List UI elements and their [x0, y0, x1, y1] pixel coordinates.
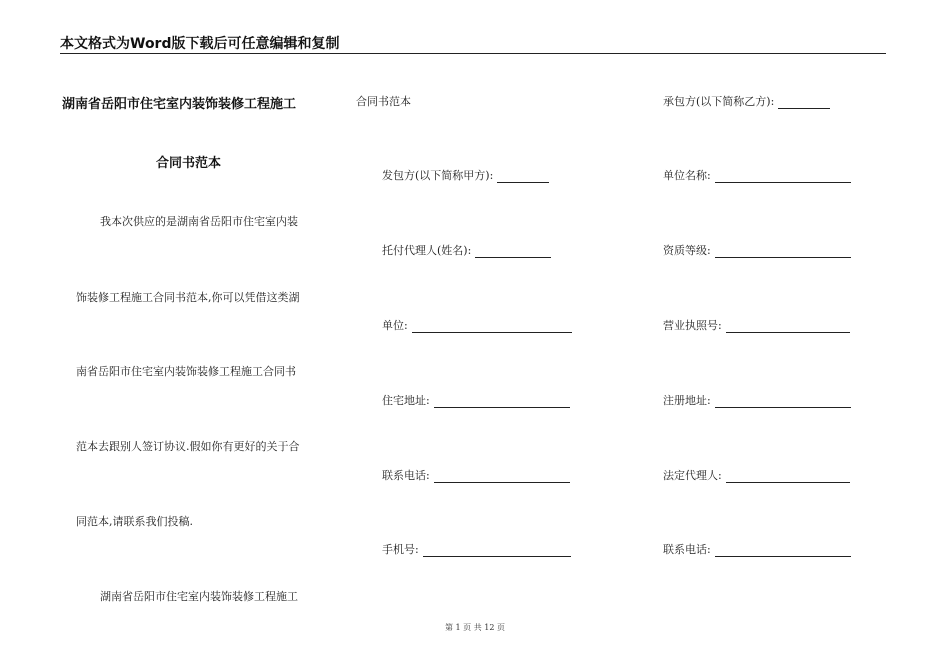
field-unit: [382, 317, 572, 333]
blank-line: [475, 245, 551, 258]
blank-line: [423, 544, 571, 557]
intro-paragraph-line: 饰装修工程施工合同书范本,你可以凭借这类湖: [76, 291, 300, 304]
field-label: 注册地址:: [663, 394, 711, 407]
contract-subheading: 合同书范本: [356, 95, 411, 108]
blank-line: [778, 96, 830, 109]
field-company-name: [663, 167, 851, 183]
blank-line: [497, 170, 549, 183]
blank-line: [726, 320, 850, 333]
field-label: 单位名称:: [663, 169, 711, 182]
blank-line: [715, 245, 851, 258]
field-qualification: [663, 242, 851, 258]
intro-paragraph-line: 湖南省岳阳市住宅室内装饰装修工程施工: [100, 590, 298, 603]
field-contractor-phone: [663, 541, 851, 557]
intro-paragraph-line: 我本次供应的是湖南省岳阳市住宅室内装: [100, 215, 298, 228]
field-label: 手机号:: [382, 543, 419, 556]
intro-paragraph-line: 南省岳阳市住宅室内装饰装修工程施工合同书: [76, 365, 296, 378]
field-label: 联系电话:: [382, 469, 430, 482]
blank-line: [715, 395, 851, 408]
field-contact-phone: [382, 467, 570, 483]
field-label: 营业执照号:: [663, 319, 722, 332]
field-registered-address: [663, 392, 851, 408]
field-business-license: [663, 317, 850, 333]
blank-line: [726, 470, 850, 483]
field-mobile: [382, 541, 571, 557]
field-label: 发包方(以下简称甲方):: [382, 169, 494, 182]
blank-line: [715, 170, 851, 183]
intro-paragraph-line: 范本去跟别人签订协议.假如你有更好的关于合: [76, 440, 300, 453]
blank-line: [434, 470, 570, 483]
blank-line: [715, 544, 851, 557]
blank-line: [412, 320, 572, 333]
document-title-line2: 合同书范本: [156, 156, 222, 171]
field-employer: [382, 167, 549, 183]
page-number: 第 1 页 共 12 页: [445, 623, 505, 632]
field-contractor: [663, 93, 830, 109]
field-legal-representative: [663, 467, 850, 483]
field-label: 托付代理人(姓名):: [382, 244, 472, 257]
page-header: 本文格式为Word版下载后可任意编辑和复制: [60, 35, 886, 54]
field-label: 资质等级:: [663, 244, 711, 257]
blank-line: [434, 395, 570, 408]
field-label: 单位:: [382, 319, 408, 332]
intro-paragraph-line: 同范本,请联系我们投稿.: [76, 515, 193, 528]
field-label: 法定代理人:: [663, 469, 722, 482]
field-label: 承包方(以下简称乙方):: [663, 95, 775, 108]
field-label: 住宅地址:: [382, 394, 430, 407]
field-agent-name: [382, 242, 551, 258]
document-title-line1: 湖南省岳阳市住宅室内装饰装修工程施工: [62, 97, 297, 112]
field-residence-address: [382, 392, 570, 408]
field-label: 联系电话:: [663, 543, 711, 556]
